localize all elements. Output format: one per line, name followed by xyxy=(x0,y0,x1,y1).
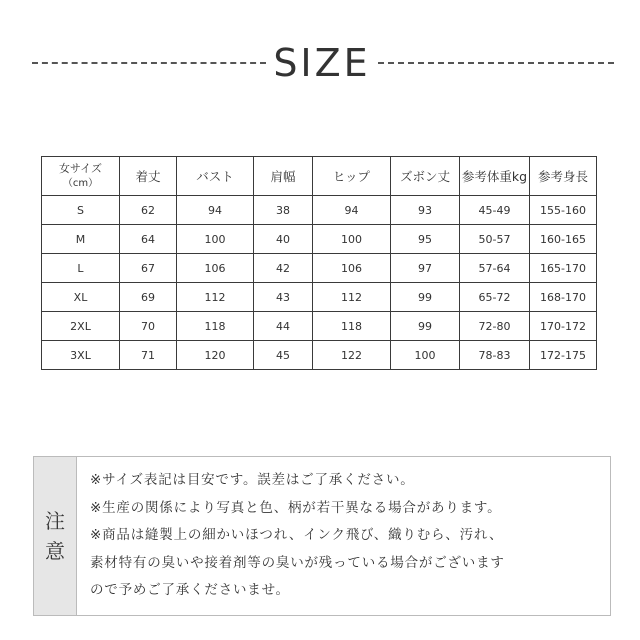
header-size-unit: （cm） xyxy=(62,178,99,189)
header-ref-weight: 参考体重kg xyxy=(460,157,530,196)
table-cell: 106 xyxy=(313,254,391,283)
table-cell: 118 xyxy=(177,312,254,341)
size-table xyxy=(41,156,597,370)
table-cell: S xyxy=(42,196,120,225)
table-cell: 165-170 xyxy=(530,254,597,283)
table-row xyxy=(42,196,597,225)
header-size-women xyxy=(42,157,120,196)
table-row xyxy=(42,283,597,312)
header-pants-length: ズボン丈 xyxy=(391,157,460,196)
table-cell: 170-172 xyxy=(530,312,597,341)
table-cell: 72-80 xyxy=(460,312,530,341)
table-cell: 172-175 xyxy=(530,341,597,370)
table-cell: 69 xyxy=(120,283,177,312)
table-cell: 50-57 xyxy=(460,225,530,254)
header-hip: ヒップ xyxy=(313,157,391,196)
table-cell: 112 xyxy=(313,283,391,312)
table-cell: L xyxy=(42,254,120,283)
table-cell: 62 xyxy=(120,196,177,225)
table-cell: 94 xyxy=(177,196,254,225)
table-cell: 71 xyxy=(120,341,177,370)
table-cell: 100 xyxy=(313,225,391,254)
table-cell: M xyxy=(42,225,120,254)
table-cell: 106 xyxy=(177,254,254,283)
notes-label-char: 注 xyxy=(45,509,65,533)
table-row xyxy=(42,225,597,254)
table-cell: 67 xyxy=(120,254,177,283)
header-bust: バスト xyxy=(177,157,254,196)
table-cell: 120 xyxy=(177,341,254,370)
page-title: SIZE xyxy=(273,41,371,85)
table-cell: 65-72 xyxy=(460,283,530,312)
notes-text xyxy=(90,467,606,605)
table-cell: 99 xyxy=(391,312,460,341)
table-cell: 45-49 xyxy=(460,196,530,225)
note-line: 素材特有の臭いや接着剤等の臭いが残っている場合がございます xyxy=(90,554,505,571)
table-cell: 95 xyxy=(391,225,460,254)
table-cell: 97 xyxy=(391,254,460,283)
table-cell: 38 xyxy=(254,196,313,225)
table-cell: 70 xyxy=(120,312,177,341)
header-ref-height: 参考身長 xyxy=(530,157,597,196)
table-cell: 160-165 xyxy=(530,225,597,254)
table-cell: 43 xyxy=(254,283,313,312)
header-size-label: 女サイズ xyxy=(58,162,103,175)
table-cell: 93 xyxy=(391,196,460,225)
table-cell: 42 xyxy=(254,254,313,283)
table-cell: 64 xyxy=(120,225,177,254)
table-cell: 112 xyxy=(177,283,254,312)
table-cell: 122 xyxy=(313,341,391,370)
table-row xyxy=(42,341,597,370)
left-dashed-divider xyxy=(32,62,266,64)
table-cell: 57-64 xyxy=(460,254,530,283)
table-cell: 100 xyxy=(391,341,460,370)
table-cell: 99 xyxy=(391,283,460,312)
table-cell: 168-170 xyxy=(530,283,597,312)
notes-label xyxy=(34,457,77,615)
header-length: 着丈 xyxy=(120,157,177,196)
table-row xyxy=(42,312,597,341)
table-cell: 155-160 xyxy=(530,196,597,225)
table-cell: 94 xyxy=(313,196,391,225)
table-cell: 44 xyxy=(254,312,313,341)
notes-label-char: 意 xyxy=(45,539,65,563)
note-line: ので予めご了承くださいませ。 xyxy=(90,582,290,598)
table-cell: 78-83 xyxy=(460,341,530,370)
table-cell: 118 xyxy=(313,312,391,341)
size-header xyxy=(0,38,640,88)
table-cell: 2XL xyxy=(42,312,120,341)
note-line: ※サイズ表記は目安です。誤差はご了承ください。 xyxy=(90,472,415,488)
table-cell: 100 xyxy=(177,225,254,254)
table-cell: XL xyxy=(42,283,120,312)
note-line: ※生産の関係により写真と色、柄が若干異なる場合があります。 xyxy=(90,499,502,516)
table-cell: 40 xyxy=(254,225,313,254)
table-row xyxy=(42,254,597,283)
header-shoulder: 肩幅 xyxy=(254,157,313,196)
right-dashed-divider xyxy=(378,62,614,64)
table-header-row xyxy=(42,157,597,196)
note-line: ※商品は縫製上の細かいほつれ、インク飛び、織りむら、汚れ、 xyxy=(90,527,504,543)
table-cell: 3XL xyxy=(42,341,120,370)
notes-box xyxy=(33,456,611,616)
table-cell: 45 xyxy=(254,341,313,370)
